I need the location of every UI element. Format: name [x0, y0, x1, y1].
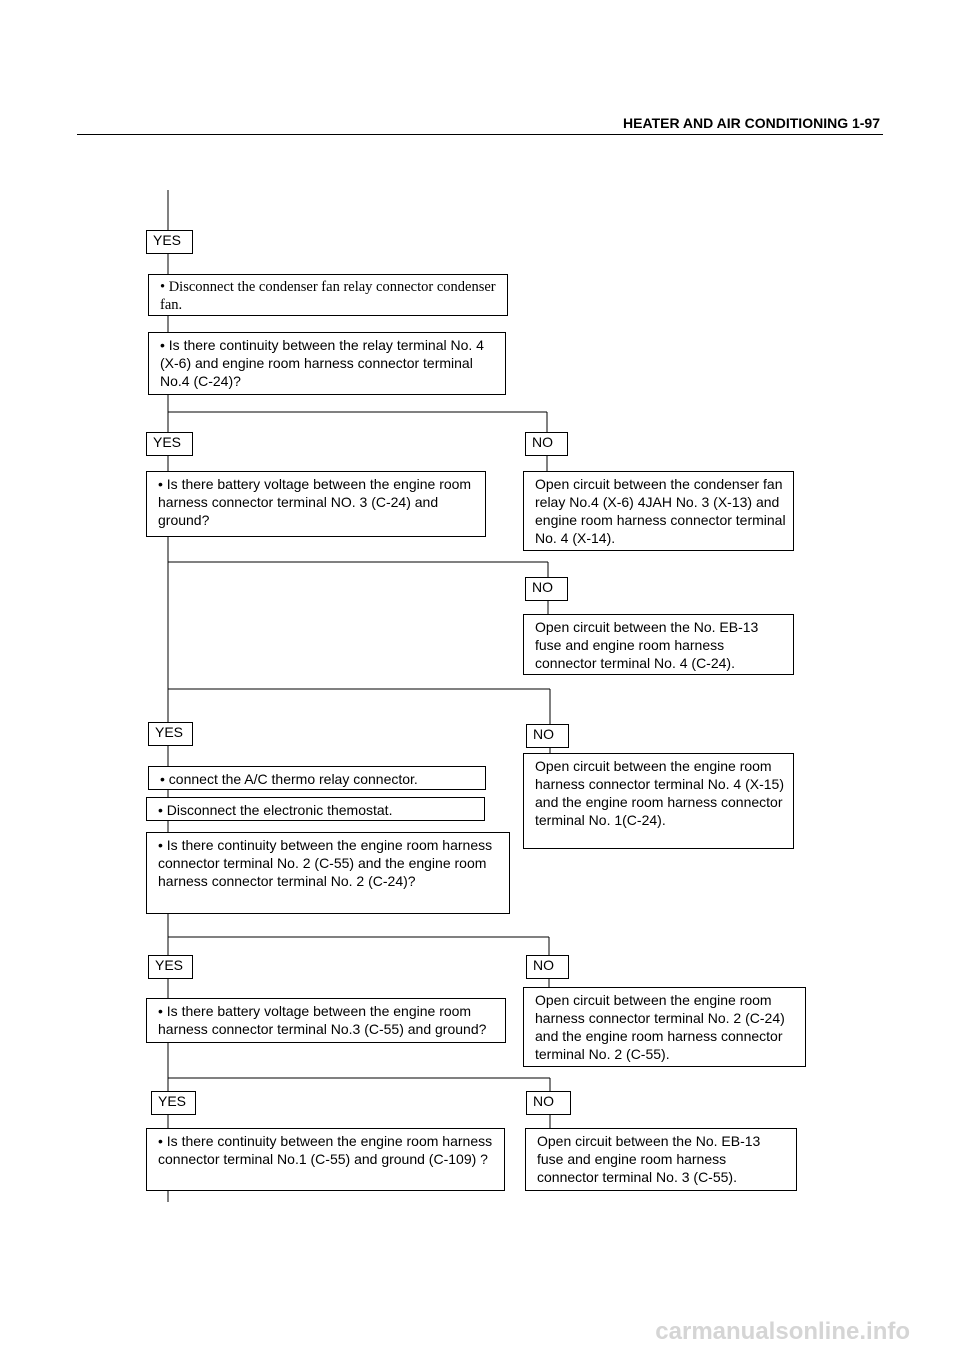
- result-text: Open circuit between the No. EB-13 fuse and engine room harness connector terminal No. 4 (C-24).: [535, 619, 759, 671]
- result-open-c24-c55: [523, 987, 806, 1067]
- result-open-x15-c24: [523, 753, 794, 849]
- result-open-x6-x14: [523, 471, 794, 551]
- step-battery-voltage-c24: [146, 471, 486, 537]
- page-header-title: HEATER AND AIR CONDITIONING 1-97: [623, 115, 880, 131]
- yes-label: YES: [148, 955, 193, 979]
- step-disconnect-relay: [148, 274, 508, 316]
- step-text: • Is there continuity between the engine room harness connector terminal No. 2 (C-55) and the engine room harness connector terminal No. 2 (C-24)?: [158, 837, 492, 889]
- step-text: • Is there battery voltage between the engine room harness connector terminal No.3 (C-55) and ground?: [158, 1003, 486, 1037]
- yes-label: YES: [146, 432, 193, 456]
- no-label: NO: [526, 955, 569, 979]
- result-text: Open circuit between the engine room harness connector terminal No. 2 (C-24) and the engine room harness connector terminal No. 2 (C-55).: [535, 992, 785, 1062]
- result-text: Open circuit between the engine room harness connector terminal No. 4 (X-15) and the engine room harness connector terminal No. 1(C-24).: [535, 758, 784, 828]
- step-text: • Is there continuity between the relay terminal No. 4 (X-6) and engine room harness connector terminal No.4 (C-24)?: [160, 337, 484, 389]
- step-text: • connect the A/C thermo relay connector.: [160, 771, 418, 787]
- step-text: • Is there battery voltage between the engine room harness connector terminal NO. 3 (C-24) and ground?: [158, 476, 471, 528]
- step-text: • Disconnect the condenser fan relay connector condenser fan.: [160, 279, 496, 313]
- step-continuity-ground: [146, 1128, 505, 1191]
- step-continuity-relay: [148, 332, 506, 395]
- yes-label: YES: [146, 230, 193, 254]
- result-open-eb13-c24: [523, 614, 794, 675]
- step-battery-voltage-c55: [146, 998, 506, 1043]
- step-connect-thermo-relay: [148, 766, 486, 790]
- result-text: Open circuit between the condenser fan relay No.4 (X-6) 4JAH No. 3 (X-13) and engine room harness connector terminal No. 4 (X-14).: [535, 476, 786, 546]
- watermark-text: carmanualsonline.info: [655, 1318, 910, 1345]
- step-text: • Is there continuity between the engine room harness connector terminal No.1 (C-55) and ground (C-109) ?: [158, 1133, 492, 1167]
- no-label: NO: [526, 724, 569, 748]
- step-disconnect-thermostat: [146, 797, 485, 821]
- yes-label: YES: [148, 722, 193, 746]
- step-continuity-c55-c24: [146, 832, 510, 914]
- no-label: NO: [525, 577, 568, 601]
- yes-label: YES: [151, 1091, 196, 1115]
- no-label: NO: [525, 432, 568, 456]
- step-text: • Disconnect the electronic themostat.: [158, 802, 392, 818]
- result-open-eb13-c55: [525, 1128, 797, 1191]
- no-label: NO: [526, 1091, 571, 1115]
- result-text: Open circuit between the No. EB-13 fuse and engine room harness connector terminal No. 3 (C-55).: [537, 1133, 761, 1185]
